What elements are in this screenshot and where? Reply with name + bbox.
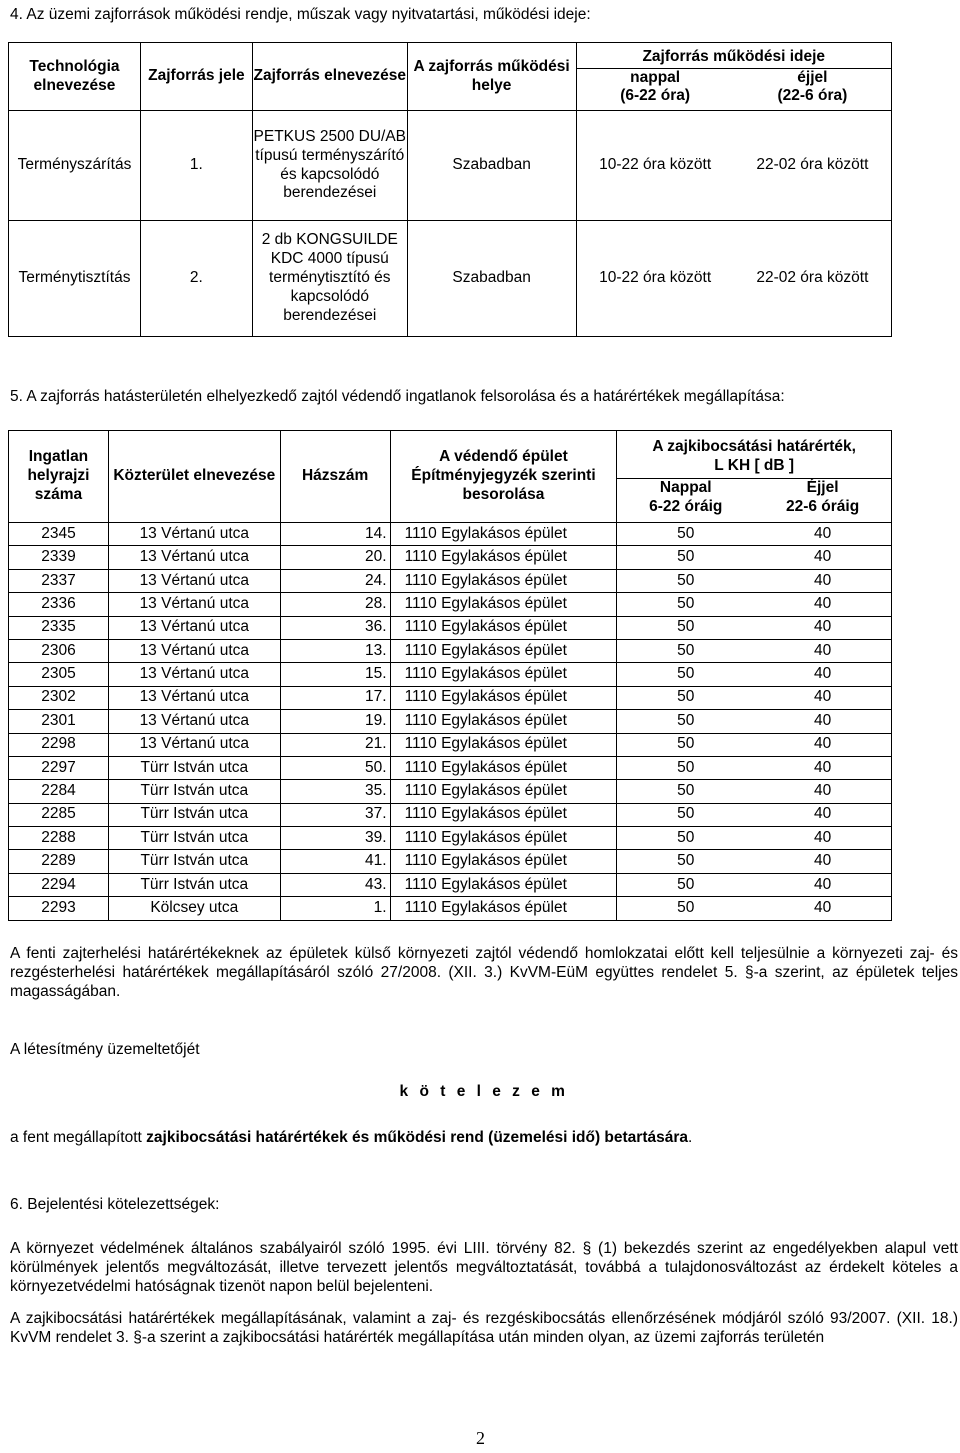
cell-house: 41. <box>280 850 390 873</box>
table-row <box>9 803 892 826</box>
header-source-name: Zajforrás elnevezése <box>252 43 407 111</box>
cell-parcel: 2297 <box>9 756 109 779</box>
cell-parcel: 2305 <box>9 663 109 686</box>
cell-street: Türr István utca <box>108 756 280 779</box>
section-6-heading: 6. Bejelentési kötelezettségek: <box>10 1196 220 1213</box>
limit-day: 50 <box>677 852 695 870</box>
cell-limits <box>617 663 892 686</box>
cell-house: 24. <box>280 569 390 592</box>
cell-house: 43. <box>280 873 390 896</box>
cell-street: 13 Vértanú utca <box>108 686 280 709</box>
table-row <box>9 569 892 592</box>
building-code: 1110 <box>404 665 437 683</box>
limit-day: 50 <box>677 828 695 846</box>
limit-night: 40 <box>813 665 832 683</box>
header-location: A zajforrás működési helye <box>407 43 576 111</box>
cell-limits <box>617 639 892 662</box>
cell-street: 13 Vértanú utca <box>108 569 280 592</box>
header-limit <box>617 431 892 523</box>
building-type: Egylakásos épület <box>441 618 567 636</box>
cell-source-name: PETKUS 2500 DU/AB típusú terményszárító és kapcsolódó berendezései <box>252 111 407 221</box>
cell-night-time: 22-02 óra között <box>756 156 869 174</box>
table-row <box>9 523 892 546</box>
cell-building <box>390 523 617 546</box>
cell-limits <box>617 827 892 850</box>
paragraph-reporting: A környezet védelmének általános szabályairól szóló 1995. évi LIII. törvény 82. § (1) bekezdés szerint az engedélyekben alapul vett körülmények jelentős megváltozását, illetve tervezett jelentős megváltoztatását, továbbá a tulajdonosváltozást az érdekelt köteles a környezetvédelmi hatóságnak tizenöt napon belül bejelenteni. <box>10 1240 958 1295</box>
cell-parcel: 2306 <box>9 639 109 662</box>
cell-parcel: 2293 <box>9 897 109 920</box>
building-code: 1110 <box>404 828 437 846</box>
building-type: Egylakásos épület <box>441 805 567 823</box>
limit-night: 40 <box>813 735 832 753</box>
limit-day: 50 <box>677 665 695 683</box>
cell-limits <box>617 873 892 896</box>
cell-parcel: 2302 <box>9 686 109 709</box>
cell-house: 36. <box>280 616 390 639</box>
cell-house: 35. <box>280 780 390 803</box>
cell-limits <box>617 523 892 546</box>
cell-building <box>390 827 617 850</box>
header-night: éjjel (22-6 óra) <box>777 68 848 105</box>
table-row <box>9 686 892 709</box>
cell-day-time: 10-22 óra között <box>599 269 712 287</box>
limit-day: 50 <box>677 548 695 566</box>
cell-limits <box>617 593 892 616</box>
building-type: Egylakásos épület <box>441 735 567 753</box>
cell-building <box>390 733 617 756</box>
limit-night: 40 <box>813 688 832 706</box>
cell-house: 20. <box>280 546 390 569</box>
building-type: Egylakásos épület <box>441 571 567 589</box>
table-row <box>9 710 892 733</box>
cell-street: Türr István utca <box>108 827 280 850</box>
header-technology: Technológia elnevezése <box>9 43 141 111</box>
cell-limits <box>617 850 892 873</box>
cell-source-id: 2. <box>140 221 252 337</box>
cell-building <box>390 710 617 733</box>
cell-parcel: 2294 <box>9 873 109 896</box>
building-code: 1110 <box>404 758 437 776</box>
table-row <box>9 850 892 873</box>
cell-house: 13. <box>280 639 390 662</box>
paragraph-operator: A létesítmény üzemeltetőjét <box>10 1041 200 1058</box>
table-header-row <box>9 431 892 523</box>
building-code: 1110 <box>404 805 437 823</box>
paragraph-limits-note: A fenti zajterhelési határértékeknek az épületek külső környezeti zajtól védendő homlokzatai előtt kell teljesülnie a környezeti zaj- és rezgésterhelési határértékek megállapításáról szóló 27/2008. (XII. 3.) KvVM-EüM együttes rendelet 5. §-a szerint, az épületek teljes magasságában. <box>10 945 958 1000</box>
cell-building <box>390 897 617 920</box>
cell-street: 13 Vértanú utca <box>108 523 280 546</box>
section-5-heading: 5. A zajforrás hatásterületén elhelyezkedő zajtól védendő ingatlanok felsorolása és a határértékek megállapítása: <box>10 388 785 405</box>
table-row <box>9 897 892 920</box>
building-type: Egylakásos épület <box>441 758 567 776</box>
building-code: 1110 <box>404 594 437 612</box>
building-type: Egylakásos épület <box>441 548 567 566</box>
cell-house: 17. <box>280 686 390 709</box>
page-number: 2 <box>476 1428 485 1448</box>
limit-day: 50 <box>677 758 695 776</box>
cell-building <box>390 873 617 896</box>
table-row <box>9 639 892 662</box>
header-source-id: Zajforrás jele <box>140 43 252 111</box>
header-operating-time-title: Zajforrás működési ideje <box>577 47 892 69</box>
building-type: Egylakásos épület <box>441 782 567 800</box>
cell-parcel: 2345 <box>9 523 109 546</box>
building-code: 1110 <box>404 875 437 893</box>
cell-limits <box>617 897 892 920</box>
cell-building <box>390 780 617 803</box>
cell-building <box>390 616 617 639</box>
cell-parcel: 2285 <box>9 803 109 826</box>
building-type: Egylakásos épület <box>441 852 567 870</box>
cell-street: 13 Vértanú utca <box>108 546 280 569</box>
header-limit-day: Nappal 6-22 óráig <box>649 479 723 515</box>
cell-limits <box>617 710 892 733</box>
table-row <box>9 733 892 756</box>
building-code: 1110 <box>404 524 437 542</box>
header-operating-time-sub <box>577 69 892 107</box>
cell-street: 13 Vértanú utca <box>108 593 280 616</box>
limit-night: 40 <box>813 594 832 612</box>
limit-night: 40 <box>813 641 832 659</box>
cell-house: 28. <box>280 593 390 616</box>
building-type: Egylakásos épület <box>441 594 567 612</box>
limit-day: 50 <box>677 641 695 659</box>
cell-building <box>390 686 617 709</box>
cell-street: Kölcsey utca <box>108 897 280 920</box>
cell-times <box>576 221 892 337</box>
cell-parcel: 2335 <box>9 616 109 639</box>
header-limit-title: A zajkibocsátási határérték, L KH [ dB ] <box>617 436 891 479</box>
limit-day: 50 <box>677 594 695 612</box>
cell-street: 13 Vértanú utca <box>108 616 280 639</box>
header-limit-sub <box>617 479 891 517</box>
limit-day: 50 <box>677 898 695 916</box>
building-type: Egylakásos épület <box>441 898 567 916</box>
header-operating-time <box>576 43 892 111</box>
limit-night: 40 <box>813 758 832 776</box>
cell-parcel: 2339 <box>9 546 109 569</box>
header-street: Közterület elnevezése <box>108 431 280 523</box>
cell-house: 50. <box>280 756 390 779</box>
table-row <box>9 221 892 337</box>
limit-night: 40 <box>813 548 832 566</box>
building-type: Egylakásos épület <box>441 688 567 706</box>
building-code: 1110 <box>404 735 437 753</box>
limit-night: 40 <box>813 711 832 729</box>
building-code: 1110 <box>404 898 437 916</box>
cell-building <box>390 569 617 592</box>
cell-house: 19. <box>280 710 390 733</box>
table-row <box>9 593 892 616</box>
limit-night: 40 <box>813 828 832 846</box>
cell-parcel: 2288 <box>9 827 109 850</box>
cell-day-time: 10-22 óra között <box>599 156 712 174</box>
limit-day: 50 <box>677 735 695 753</box>
cell-location: Szabadban <box>407 111 576 221</box>
cell-house: 15. <box>280 663 390 686</box>
header-building: A védendő épület Építményjegyzék szerinti besorolása <box>390 431 617 523</box>
cell-limits <box>617 546 892 569</box>
limit-night: 40 <box>813 524 832 542</box>
limit-night: 40 <box>813 875 832 893</box>
cell-street: Türr István utca <box>108 850 280 873</box>
building-code: 1110 <box>404 618 437 636</box>
building-code: 1110 <box>404 852 437 870</box>
cell-building <box>390 850 617 873</box>
limit-day: 50 <box>677 618 695 636</box>
limit-night: 40 <box>813 852 832 870</box>
limit-night: 40 <box>813 782 832 800</box>
table-row <box>9 756 892 779</box>
building-type: Egylakásos épület <box>441 665 567 683</box>
cell-building <box>390 756 617 779</box>
cell-street: Türr István utca <box>108 780 280 803</box>
cell-night-time: 22-02 óra között <box>756 269 869 287</box>
paragraph-obligation: a fent megállapított zajkibocsátási határértékek és működési rend (üzemelési idő) betartására. <box>10 1129 693 1146</box>
cell-building <box>390 803 617 826</box>
limit-night: 40 <box>813 571 832 589</box>
building-type: Egylakásos épület <box>441 641 567 659</box>
cell-building <box>390 663 617 686</box>
table-row <box>9 873 892 896</box>
limit-day: 50 <box>677 782 695 800</box>
cell-limits <box>617 616 892 639</box>
cell-limits <box>617 803 892 826</box>
operating-schedule-table <box>8 42 892 337</box>
limit-day: 50 <box>677 805 695 823</box>
cell-technology: Terménytisztítás <box>9 221 141 337</box>
table-row <box>9 616 892 639</box>
cell-limits <box>617 569 892 592</box>
oblige-heading: k ö t e l e z e m <box>399 1083 569 1100</box>
cell-limits <box>617 756 892 779</box>
cell-parcel: 2337 <box>9 569 109 592</box>
table-row <box>9 780 892 803</box>
building-code: 1110 <box>404 641 437 659</box>
table-row <box>9 663 892 686</box>
cell-street: 13 Vértanú utca <box>108 710 280 733</box>
cell-street: 13 Vértanú utca <box>108 733 280 756</box>
obligation-emphasis: zajkibocsátási határértékek és működési rend (üzemelési idő) betartására <box>146 1129 689 1146</box>
limit-night: 40 <box>813 805 832 823</box>
paragraph-regulation: A zajkibocsátási határértékek megállapításának, valamint a zaj- és rezgéskibocsátás ellenőrzésének módjáról szóló 93/2007. (XII. 18.) KvVM rendelet 3. §-a szerint a zajkibocsátási határérték megállapítása után minden olyan, az üzemi zajforrás területén <box>10 1310 958 1346</box>
header-limit-unit: L KH [ dB ] <box>714 457 795 475</box>
cell-house: 1. <box>280 897 390 920</box>
cell-house: 37. <box>280 803 390 826</box>
section-4-heading: 4. Az üzemi zajforrások működési rendje, műszak vagy nyitvatartási, működési ideje: <box>10 6 591 23</box>
header-parcel: Ingatlan helyrajzi száma <box>9 431 109 523</box>
limit-day: 50 <box>677 524 695 542</box>
cell-street: Türr István utca <box>108 803 280 826</box>
cell-street: 13 Vértanú utca <box>108 663 280 686</box>
building-code: 1110 <box>404 548 437 566</box>
cell-house: 14. <box>280 523 390 546</box>
cell-building <box>390 639 617 662</box>
building-type: Egylakásos épület <box>441 524 567 542</box>
cell-limits <box>617 686 892 709</box>
cell-technology: Terményszárítás <box>9 111 141 221</box>
building-type: Egylakásos épület <box>441 828 567 846</box>
limit-day: 50 <box>677 875 695 893</box>
limit-night: 40 <box>813 898 832 916</box>
table-row <box>9 827 892 850</box>
cell-parcel: 2289 <box>9 850 109 873</box>
cell-source-id: 1. <box>140 111 252 221</box>
cell-limits <box>617 733 892 756</box>
cell-parcel: 2336 <box>9 593 109 616</box>
limit-day: 50 <box>677 571 695 589</box>
header-house: Házszám <box>280 431 390 523</box>
cell-street: Türr István utca <box>108 873 280 896</box>
building-type: Egylakásos épület <box>441 711 567 729</box>
building-code: 1110 <box>404 711 437 729</box>
table-row <box>9 546 892 569</box>
cell-source-name: 2 db KONGSUILDE KDC 4000 típusú terménytisztító és kapcsolódó berendezései <box>252 221 407 337</box>
cell-house: 21. <box>280 733 390 756</box>
cell-street: 13 Vértanú utca <box>108 639 280 662</box>
header-day: nappal (6-22 óra) <box>620 68 691 105</box>
table-header-row <box>9 43 892 111</box>
building-code: 1110 <box>404 688 437 706</box>
cell-parcel: 2301 <box>9 710 109 733</box>
cell-times <box>576 111 892 221</box>
building-type: Egylakásos épület <box>441 875 567 893</box>
limit-day: 50 <box>677 688 695 706</box>
protected-properties-table <box>8 430 892 921</box>
protected-properties-body <box>9 523 892 921</box>
building-code: 1110 <box>404 571 437 589</box>
building-code: 1110 <box>404 782 437 800</box>
table-row <box>9 111 892 221</box>
cell-house: 39. <box>280 827 390 850</box>
cell-building <box>390 546 617 569</box>
cell-limits <box>617 780 892 803</box>
limit-night: 40 <box>813 618 832 636</box>
cell-building <box>390 593 617 616</box>
cell-parcel: 2284 <box>9 780 109 803</box>
limit-day: 50 <box>677 711 695 729</box>
cell-parcel: 2298 <box>9 733 109 756</box>
cell-location: Szabadban <box>407 221 576 337</box>
header-limit-night: Éjjel 22-6 óráig <box>785 479 860 515</box>
